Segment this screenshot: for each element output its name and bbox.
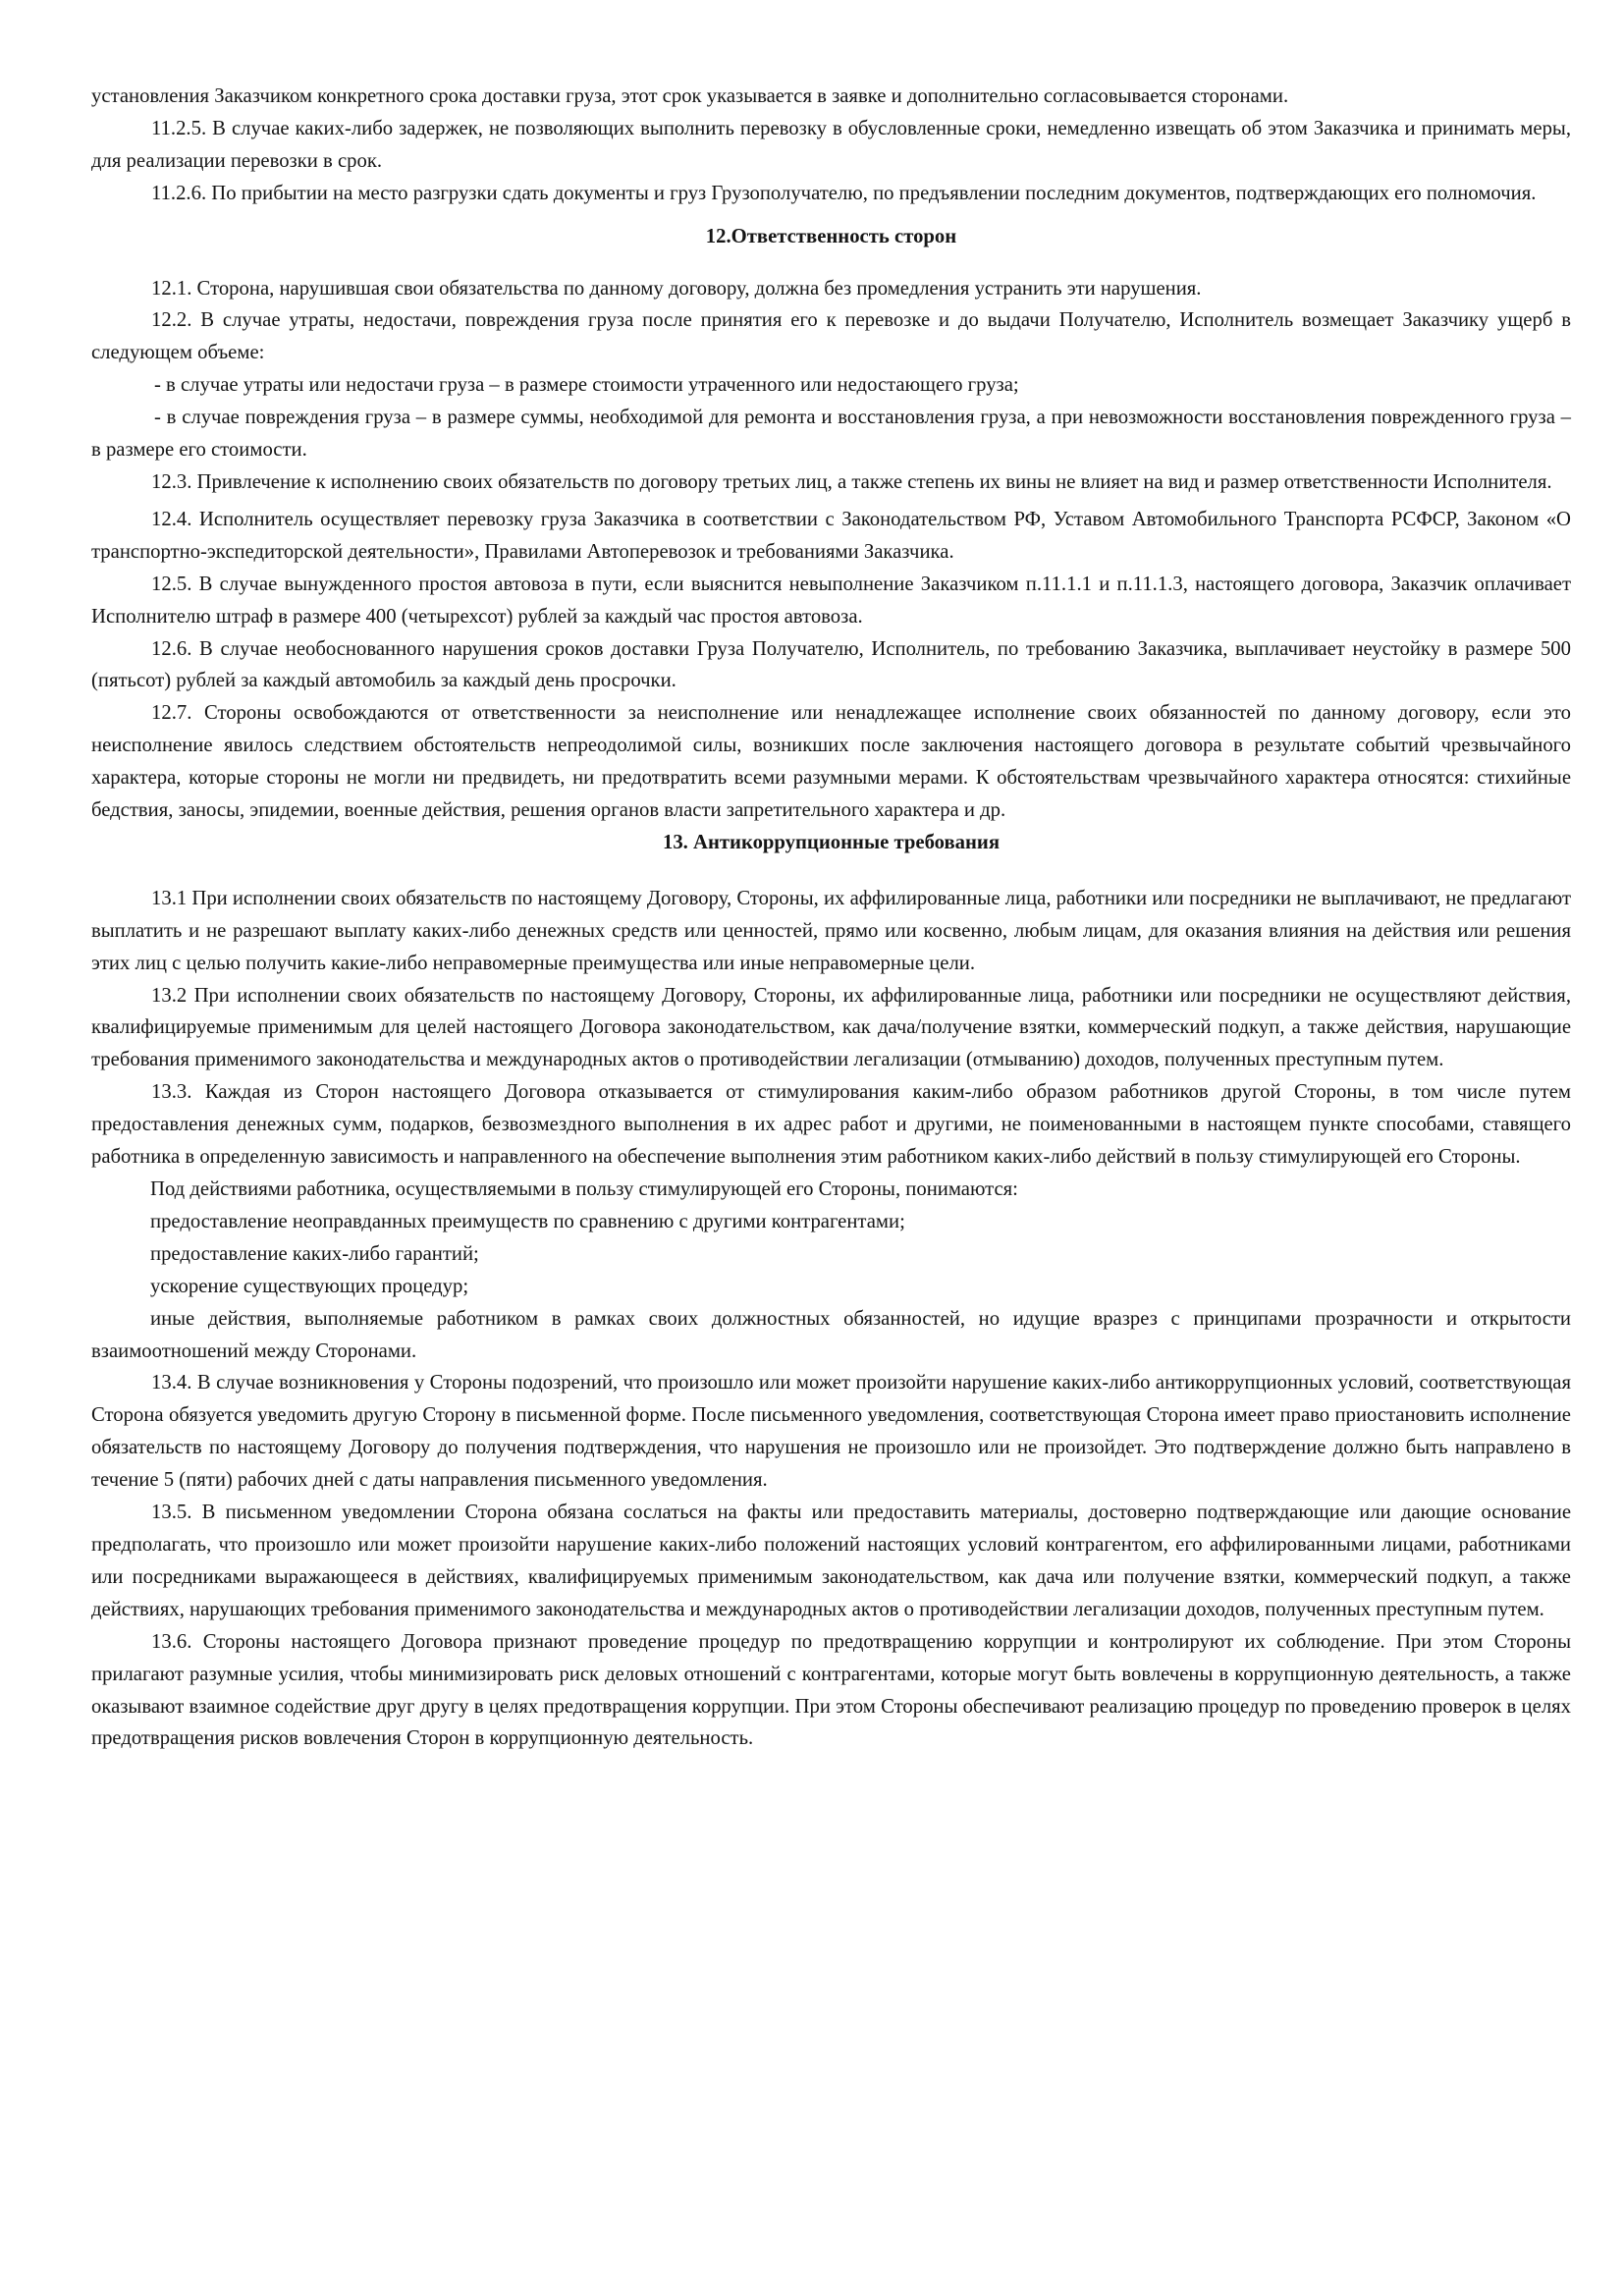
clause-12-4: 12.4. Исполнитель осуществляет перевозку груза Заказчика в соответствии с Законодательством РФ, Уставом Автомобильного Транспорта РСФСР, Законом «О транспортно-экспедиторской деятельности», Правилами Автоперевозок и требованиями Заказчика.: [91, 508, 1571, 563]
clause-13-5: 13.5. В письменном уведомлении Сторона обязана сослаться на факты или предоставить материалы, достоверно подтверждающие или дающие основание предполагать, что произошло или может произойти нарушение каких-либо положений настоящих условий контрагентом, его аффилированными лицами, работниками или посредниками выражающееся в действиях, квалифицируемых применимым законодательством, как дача или получение взятки, коммерческий подкуп, а также действиях, нарушающих требования применимого законодательства и международных актов о противодействии легализации доходов, полученных преступным путем.: [91, 1502, 1571, 1620]
clause-13-6: 13.6. Стороны настоящего Договора признают проведение процедур по предотвращению коррупции и контролируют их соблюдение. При этом Стороны прилагают разумные усилия, чтобы минимизировать риск деловых отношений с контрагентами, которые могут быть вовлечены в коррупционную деятельность, а также оказывают взаимное содействие друг другу в целях предотвращения коррупции. При этом Стороны обеспечивают реализацию процедур по проведению проверок в целях предотвращения рисков вовлечения Сторон в коррупционную деятельность.: [91, 1630, 1571, 1750]
clause-13-3: 13.3. Каждая из Сторон настоящего Договора отказывается от стимулирования каким-либо образом работников другой Стороны, в том числе путем предоставления денежных сумм, подарков, безвозмездного выполнения в их адрес работ и другими, не поименованными в настоящем пункте способами, ставящего работника в определенную зависимость и направленного на обеспечение выполнения этим работником каких-либо действий в пользу стимулирующей его Стороны.: [91, 1081, 1571, 1169]
clause-13-3-intro: Под действиями работника, осуществляемыми в пользу стимулирующей его Стороны, понимаются:: [150, 1178, 1018, 1200]
clause-11-2-6: 11.2.6. По прибытии на место разгрузки сдать документы и груз Грузополучателю, по предъявлении последним документов, подтверждающих его полномочия.: [151, 182, 1537, 204]
clause-13-4: 13.4. В случае возникновения у Стороны подозрений, что произошло или может произойти нарушение каких-либо антикоррупционных условий, соответствующая Сторона обязуется уведомить другую Сторону в письменной форме. После письменного уведомления, соответствующая Сторона имеет право приостановить исполнение обязательств по настоящему Договору до получения подтверждения, что нарушения не произошло или не произойдет. Это подтверждение должно быть направлено в течение 5 (пяти) рабочих дней с даты направления письменного уведомления.: [91, 1372, 1571, 1492]
clause-13-3-item-advantages: предоставление неоправданных преимуществ по сравнению с другими контрагентами;: [150, 1210, 905, 1232]
clause-13-3-item-other: иные действия, выполняемые работником в рамках своих должностных обязанностей, но идущие вразрез с принципами прозрачности и открытости взаимоотношений между Сторонами.: [91, 1307, 1571, 1362]
clause-12-5: 12.5. В случае вынужденного простоя автовоза в пути, если выяснится невыполнение Заказчиком п.11.1.1 и п.11.1.3, настоящего договора, Заказчик оплачивает Исполнителю штраф в размере 400 (четырехсот) рублей за каждый час простоя автовоза.: [91, 573, 1571, 628]
clause-12-2: 12.2. В случае утраты, недостачи, повреждения груза после принятия его к перевозке и до выдачи Получателю, Исполнитель возмещает Заказчику ущерб в следующем объеме:: [91, 309, 1571, 364]
clause-12-3: 12.3. Привлечение к исполнению своих обязательств по договору третьих лиц, а также степень их вины не влияет на вид и размер ответственности Исполнителя.: [151, 470, 1552, 493]
clause-13-3-item-guarantees: предоставление каких-либо гарантий;: [150, 1242, 479, 1265]
clause-13-1: 13.1 При исполнении своих обязательств по настоящему Договору, Стороны, их аффилированные лица, работники или посредники не выплачивают, не предлагают выплатить и не разрешают выплату каких-либо денежных средств или ценностей, прямо или косвенно, любым лицам, для оказания влияния на действия или решения этих лиц с целью получить какие-либо неправомерные преимущества или иные неправомерные цели.: [91, 887, 1571, 974]
clause-12-7: 12.7. Стороны освобождаются от ответственности за неисполнение или ненадлежащее исполнение своих обязанностей по данному договору, если это неисполнение явилось следствием обстоятельств непреодолимой силы, возникших после заключения настоящего договора в результате событий чрезвычайного характера, которые стороны не могли ни предвидеть, ни предотвратить всеми разумными мерами. К обстоятельствам чрезвычайного характера относятся: стихийные бедствия, заносы, эпидемии, военные действия, решения органов власти запретительного характера и др.: [91, 702, 1571, 822]
section-13-title: 13. Антикоррупционные требования: [662, 831, 1001, 853]
clause-12-1: 12.1. Сторона, нарушившая свои обязательства по данному договору, должна без промедления устранить эти нарушения.: [151, 277, 1202, 300]
clause-11-2-5: 11.2.5. В случае каких-либо задержек, не позволяющих выполнить перевозку в обусловленные сроки, немедленно извещать об этом Заказчика и принимать меры, для реализации перевозки в срок.: [91, 117, 1571, 172]
clause-12-2-item-damage: - в случае повреждения груза – в размере суммы, необходимой для ремонта и восстановления груза, а при невозможности восстановления поврежденного груза – в размере его стоимости.: [91, 407, 1571, 462]
paragraph-continuation: установления Заказчиком конкретного срока доставки груза, этот срок указывается в заявке и дополнительно согласовывается сторонами.: [91, 85, 1289, 107]
section-12-title: 12.Ответственность сторон: [705, 225, 957, 247]
clause-13-3-item-acceleration: ускорение существующих процедур;: [150, 1275, 469, 1297]
clause-12-6: 12.6. В случае необоснованного нарушения сроков доставки Груза Получателю, Исполнитель, по требованию Заказчика, выплачивает неустойку в размере 500 (пятьсот) рублей за каждый автомобиль за каждый день просрочки.: [91, 637, 1571, 692]
clause-12-2-item-loss: - в случае утраты или недостачи груза – в размере стоимости утраченного или недостающего груза;: [154, 374, 1019, 397]
clause-13-2: 13.2 При исполнении своих обязательств по настоящему Договору, Стороны, их аффилированные лица, работники или посредники не осуществляют действия, квалифицируемые применимым для целей настоящего Договора законодательством, как дача/получение взятки, коммерческий подкуп, а также действия, нарушающие требования применимого законодательства и международных актов о противодействии легализации (отмыванию) доходов, полученных преступным путем.: [91, 984, 1571, 1071]
